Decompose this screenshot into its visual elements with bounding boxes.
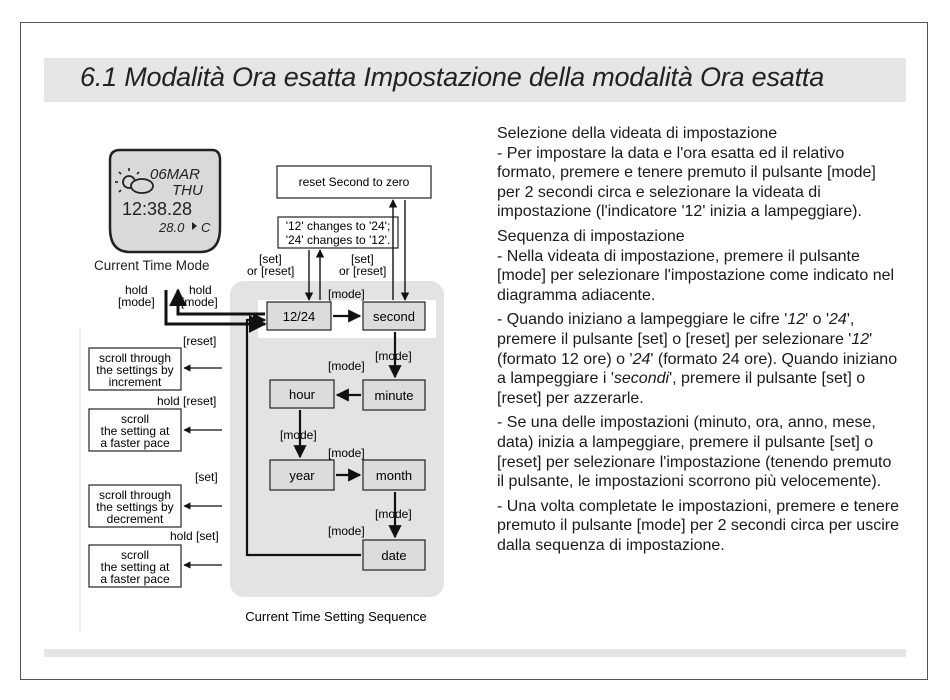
format-change-line1: '12' changes to '24'; (285, 219, 391, 233)
svg-text:scroll: scroll (120, 548, 150, 562)
hold-label-2: hold (189, 283, 212, 297)
step-date (363, 540, 425, 570)
svg-text:scroll through: scroll through (98, 351, 172, 365)
svg-text:year: year (289, 468, 315, 483)
hold-set-label: hold [set] (170, 529, 219, 543)
instructions-text (497, 124, 902, 560)
watch-temp: 28.0 (159, 220, 185, 235)
format-change-line2: '24' changes to '12'. (285, 233, 391, 247)
svg-text:the settings by: the settings by (96, 363, 174, 377)
reset-label: [reset] (183, 334, 217, 348)
hold-mode-label-1: [mode] (118, 295, 155, 309)
para-enter-setting: - Per impostare la data e l'ora esatta ed il relativo formato, premere e tenere premuto il pulsante [mode] per 2 secondi circa e selezionare la videata di impostazione (l'indicatore '12' inizia a lampeggiare). (497, 144, 876, 221)
set-label-left: [set] (259, 252, 282, 266)
watch-temp-unit: C (201, 220, 211, 235)
heading-sequence: Sequenza di impostazione (497, 227, 685, 245)
watch-time: 12:38.28 (122, 199, 193, 219)
step-minute (363, 380, 425, 410)
svg-text:second: second (373, 309, 415, 324)
current-time-mode-label: Current Time Mode (94, 258, 210, 273)
svg-text:date: date (381, 548, 407, 563)
step-year (270, 460, 334, 490)
svg-text:increment: increment (108, 375, 162, 389)
footer-bar (44, 649, 906, 657)
svg-text:the setting at: the setting at (100, 424, 170, 438)
para-select-setting: - Nella videata di impostazione, premere il pulsante [mode] per selezionare l'impostazione come indicato nel diagramma adiacente. (497, 247, 895, 304)
para-format-and-seconds: - Quando iniziano a lampeggiare le cifre '12' o '24', premere il pulsante [set] o [reset] per selezionare '12' (formato 12 ore) o '24' (formato 24 ore). Quando iniziano a lampeggiare i 'secondi', premere il pulsante [set] o [reset] per azzerarle. (497, 311, 898, 407)
reset-second-label: reset Second to zero (298, 175, 410, 189)
svg-text:scroll through: scroll through (98, 488, 172, 502)
svg-text:a faster pace: a faster pace (100, 572, 170, 586)
mode-label-3: [mode] (328, 359, 365, 373)
para-change-values: - Se una delle impostazioni (minuto, ora, anno, mese, data) inizia a lampeggiare, premere il pulsante [set] o [reset] per selezionare l'impostazione (tenendo premuto il pulsante, le impostazioni scorrono più velocemente). (497, 414, 892, 491)
mode-label-1: [mode] (328, 287, 365, 301)
svg-text:scroll: scroll (120, 412, 150, 426)
step-hour (270, 380, 334, 408)
svg-text:hour: hour (288, 387, 316, 402)
para-exit-setting: - Una volta completate le impostazioni, premere e tenere premuto il pulsante [mode] per 2 secondi circa per uscire dalla sequenza di impostazione. (497, 497, 899, 554)
mode-label-5: [mode] (328, 446, 365, 460)
step-month (363, 460, 425, 490)
watch-day: THU (172, 182, 203, 199)
or-reset-label-left: or [reset] (247, 264, 295, 278)
mode-label-2: [mode] (375, 349, 412, 363)
mode-label-4: [mode] (280, 428, 317, 442)
svg-text:the setting at: the setting at (100, 560, 170, 574)
set-label: [set] (195, 470, 218, 484)
svg-text:month: month (375, 468, 413, 483)
svg-text:the settings by: the settings by (96, 500, 174, 514)
hold-reset-label: hold [reset] (157, 394, 217, 408)
step-second (363, 302, 425, 330)
mode-label-7: [mode] (328, 524, 365, 538)
step-12-24 (267, 302, 331, 330)
watch-display (110, 150, 220, 252)
watch-date: 06MAR (150, 166, 201, 183)
svg-text:decrement: decrement (106, 512, 164, 526)
hold-label-1: hold (125, 283, 148, 297)
svg-text:a faster pace: a faster pace (100, 436, 170, 450)
svg-text:minute: minute (374, 388, 414, 403)
mode-label-6: [mode] (375, 507, 412, 521)
hold-mode-label-2: [mode] (181, 295, 218, 309)
heading-screen-selection: Selezione della videata di impostazione (497, 125, 778, 142)
diagram-caption: Current Time Setting Sequence (245, 609, 427, 624)
svg-text:12/24: 12/24 (282, 309, 316, 324)
page-title: 6.1 Modalità Ora esatta Impostazione della modalità Ora esatta (80, 62, 825, 92)
set-label-right: [set] (351, 252, 374, 266)
or-reset-label-right: or [reset] (339, 264, 387, 278)
